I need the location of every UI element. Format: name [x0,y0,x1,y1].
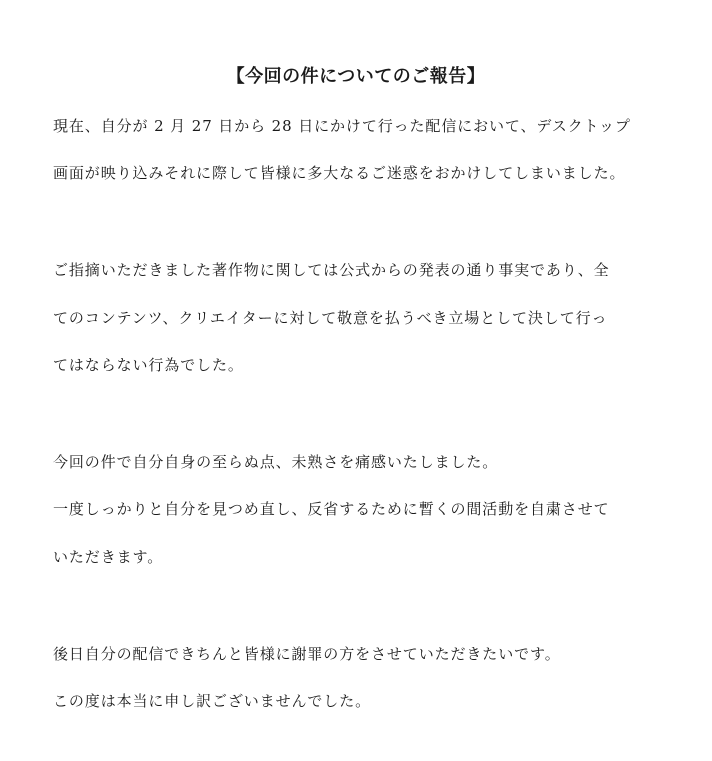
paragraph-2-line-3: てはならない行為でした。 [53,356,244,374]
paragraph-4-line-2: この度は本当に申し訳ございませんでした。 [53,692,372,710]
paragraph-3-line-1: 今回の件で自分自身の至らぬ点、未熟さを痛感いたしました。 [53,453,499,471]
paragraph-4-line-1: 後日自分の配信できちんと皆様に謝罪の方をさせていただきたいです。 [53,645,561,663]
document-title: 【今回の件についてのご報告】 [226,66,486,87]
paragraph-1-line-2: 画面が映り込みそれに際して皆様に多大なるご迷惑をおかけしてしまいました。 [53,164,626,182]
paragraph-2-line-1: ご指摘いただきました著作物に関しては公式からの発表の通り事実であり、全 [53,261,610,279]
paragraph-2-line-2: てのコンテンツ、クリエイターに対して敬意を払うべき立場として決して行っ [53,309,608,327]
paragraph-3-line-3: いただきます。 [53,548,164,566]
paragraph-3-line-2: 一度しっかりと自分を見つめ直し、反省するために暫くの間活動を自粛させて [53,500,610,518]
paragraph-1-line-1: 現在、自分が 2 月 27 日から 28 日にかけて行った配信において、デスクトップ [53,117,631,135]
